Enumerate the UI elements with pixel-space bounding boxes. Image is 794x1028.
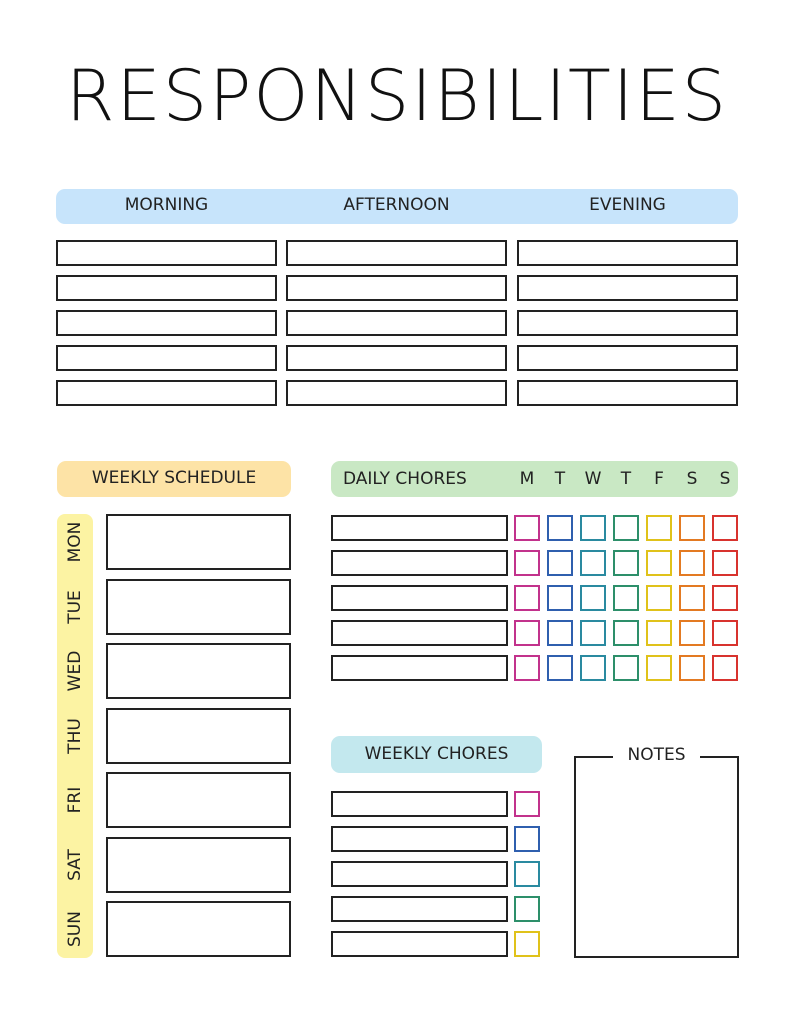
daily-chore-checkbox[interactable] bbox=[580, 620, 606, 646]
daily-chore-field[interactable] bbox=[331, 550, 508, 576]
daily-chores-day-1: T bbox=[554, 469, 566, 489]
weekday-label-tue: TUE bbox=[65, 589, 85, 624]
daily-chore-checkbox[interactable] bbox=[514, 550, 540, 576]
weekly-chore-checkbox[interactable] bbox=[514, 861, 540, 887]
daily-chore-checkbox[interactable] bbox=[514, 585, 540, 611]
daily-chore-checkbox[interactable] bbox=[646, 620, 672, 646]
weekly-chore-field[interactable] bbox=[331, 931, 508, 957]
daily-chore-checkbox[interactable] bbox=[613, 620, 639, 646]
weekly-chore-field[interactable] bbox=[331, 826, 508, 852]
daily-chores-day-2: W bbox=[584, 469, 602, 489]
page-title: RESPONSIBILITIES bbox=[65, 55, 729, 137]
weekly-chore-checkbox[interactable] bbox=[514, 791, 540, 817]
daily-chore-checkbox[interactable] bbox=[547, 585, 573, 611]
evening-task-field[interactable] bbox=[517, 310, 738, 336]
afternoon-task-field[interactable] bbox=[286, 275, 507, 301]
daily-chore-checkbox[interactable] bbox=[679, 585, 705, 611]
daily-chore-field[interactable] bbox=[331, 655, 508, 681]
daily-chore-checkbox[interactable] bbox=[646, 515, 672, 541]
daily-chores-label: DAILY CHORES bbox=[343, 469, 467, 489]
schedule-box-mon[interactable] bbox=[106, 514, 291, 570]
morning-task-field[interactable] bbox=[56, 380, 277, 406]
daily-chore-checkbox[interactable] bbox=[646, 655, 672, 681]
daily-chore-checkbox[interactable] bbox=[712, 655, 738, 681]
weekday-label-sat: SAT bbox=[65, 848, 85, 881]
afternoon-task-field[interactable] bbox=[286, 380, 507, 406]
notes-box[interactable] bbox=[574, 756, 739, 958]
daily-chores-day-4: F bbox=[654, 469, 664, 489]
column-header-evening: EVENING bbox=[589, 195, 666, 215]
schedule-box-sat[interactable] bbox=[106, 837, 291, 893]
daily-chore-checkbox[interactable] bbox=[712, 620, 738, 646]
daily-chore-checkbox[interactable] bbox=[613, 585, 639, 611]
daily-chore-checkbox[interactable] bbox=[547, 620, 573, 646]
schedule-box-tue[interactable] bbox=[106, 579, 291, 635]
daily-chores-day-6: S bbox=[719, 469, 731, 489]
weekly-chores-label: WEEKLY CHORES bbox=[364, 744, 509, 764]
evening-task-field[interactable] bbox=[517, 275, 738, 301]
daily-chore-checkbox[interactable] bbox=[679, 655, 705, 681]
morning-task-field[interactable] bbox=[56, 345, 277, 371]
weekday-label-sun: SUN bbox=[65, 911, 85, 947]
weekday-label-fri: FRI bbox=[65, 786, 85, 814]
weekly-chore-checkbox[interactable] bbox=[514, 896, 540, 922]
daily-chore-checkbox[interactable] bbox=[580, 655, 606, 681]
daily-chore-checkbox[interactable] bbox=[580, 550, 606, 576]
daily-chore-checkbox[interactable] bbox=[547, 655, 573, 681]
weekday-label-thu: THU bbox=[65, 717, 85, 754]
daily-chore-checkbox[interactable] bbox=[613, 655, 639, 681]
morning-task-field[interactable] bbox=[56, 240, 277, 266]
schedule-box-thu[interactable] bbox=[106, 708, 291, 764]
morning-task-field[interactable] bbox=[56, 275, 277, 301]
afternoon-task-field[interactable] bbox=[286, 345, 507, 371]
daily-chore-checkbox[interactable] bbox=[514, 620, 540, 646]
daily-chore-checkbox[interactable] bbox=[580, 515, 606, 541]
daily-chores-day-0: M bbox=[519, 469, 535, 489]
afternoon-task-field[interactable] bbox=[286, 310, 507, 336]
daily-chore-checkbox[interactable] bbox=[514, 515, 540, 541]
weekly-schedule-label: WEEKLY SCHEDULE bbox=[91, 468, 257, 488]
daily-chore-checkbox[interactable] bbox=[580, 585, 606, 611]
morning-task-field[interactable] bbox=[56, 310, 277, 336]
daily-chore-checkbox[interactable] bbox=[613, 515, 639, 541]
daily-chore-field[interactable] bbox=[331, 515, 508, 541]
weekday-label-wed: WED bbox=[65, 650, 85, 692]
daily-chore-checkbox[interactable] bbox=[613, 550, 639, 576]
weekly-chore-checkbox[interactable] bbox=[514, 931, 540, 957]
evening-task-field[interactable] bbox=[517, 345, 738, 371]
daily-chore-field[interactable] bbox=[331, 585, 508, 611]
schedule-box-sun[interactable] bbox=[106, 901, 291, 957]
daily-chore-checkbox[interactable] bbox=[547, 550, 573, 576]
daily-chores-day-5: S bbox=[686, 469, 698, 489]
notes-label: NOTES bbox=[613, 745, 700, 765]
weekly-chore-field[interactable] bbox=[331, 861, 508, 887]
daily-chore-checkbox[interactable] bbox=[679, 620, 705, 646]
weekly-chore-field[interactable] bbox=[331, 791, 508, 817]
afternoon-task-field[interactable] bbox=[286, 240, 507, 266]
daily-chore-checkbox[interactable] bbox=[679, 550, 705, 576]
daily-chore-checkbox[interactable] bbox=[514, 655, 540, 681]
daily-chore-field[interactable] bbox=[331, 620, 508, 646]
daily-chore-checkbox[interactable] bbox=[712, 515, 738, 541]
column-header-afternoon: AFTERNOON bbox=[343, 195, 450, 215]
daily-chore-checkbox[interactable] bbox=[646, 550, 672, 576]
daily-chore-checkbox[interactable] bbox=[547, 515, 573, 541]
daily-chore-checkbox[interactable] bbox=[712, 585, 738, 611]
daily-chore-checkbox[interactable] bbox=[712, 550, 738, 576]
schedule-box-fri[interactable] bbox=[106, 772, 291, 828]
evening-task-field[interactable] bbox=[517, 240, 738, 266]
daily-chore-checkbox[interactable] bbox=[646, 585, 672, 611]
column-header-morning: MORNING bbox=[124, 195, 209, 215]
weekly-chore-field[interactable] bbox=[331, 896, 508, 922]
schedule-box-wed[interactable] bbox=[106, 643, 291, 699]
evening-task-field[interactable] bbox=[517, 380, 738, 406]
daily-chores-day-3: T bbox=[620, 469, 632, 489]
weekday-label-mon: MON bbox=[65, 521, 85, 563]
weekly-chore-checkbox[interactable] bbox=[514, 826, 540, 852]
daily-chore-checkbox[interactable] bbox=[679, 515, 705, 541]
